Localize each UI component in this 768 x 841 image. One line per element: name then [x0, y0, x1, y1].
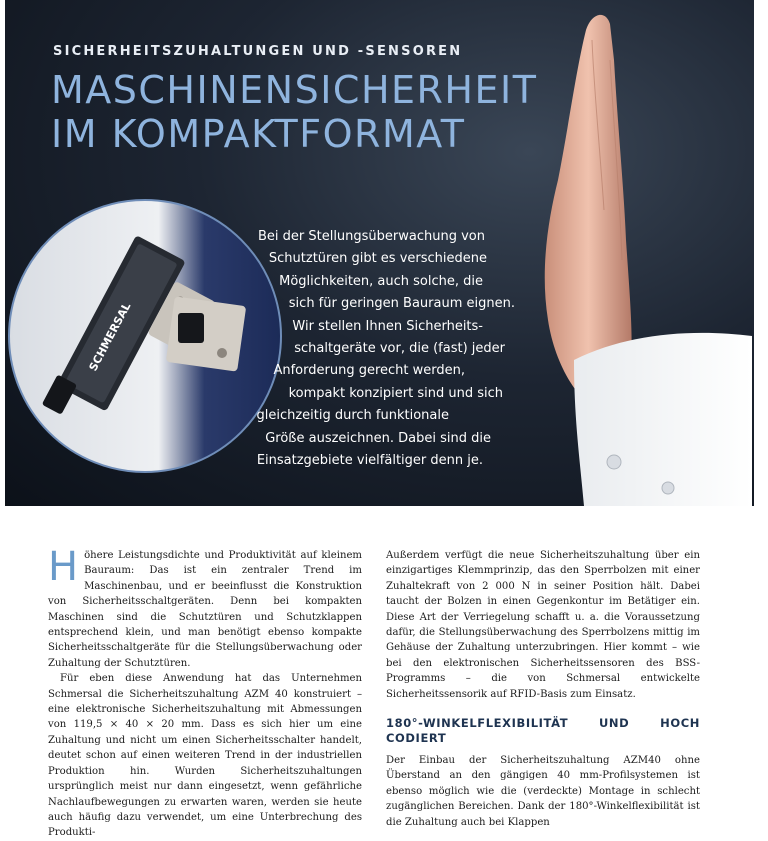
section-subheading: 180°-WINKELFLEXIBILITÄT UND HOCH CODIERT — [386, 716, 700, 746]
paragraph: Außerdem verfügt die neue Sicherheitszuhaltung über ein einzigartiges Klemmprinzip, das den Sperrbolzen mit einer Zuhaltekraft von 2 000 N in seiner Position hält. Dabei taucht der Bolzen in einen Gegenkontur im Betätiger ein. Diese Art der Verriegelung schafft u. a. die Voraussetzung dafür, die Stellungsüberwachung des Sperrbolzens mittig im Gehäuse der Zuhaltung unterzubringen. Hier kommt – wie bei den elektronischen Sicherheitssensoren des BSS-Programms – die von Schmersal entwickelte Sicherheitssensorik auf RFID-Basis zum Einsatz. — [386, 550, 700, 700]
drop-cap: H — [48, 544, 79, 590]
paragraph-text: öhere Leistungsdichte und Produktivität auf kleinem Bauraum: Das ist ein zentraler Trend im Maschinenbau, und er beeinflusst die Konstruktion von Sicherheitsschaltgeräten. Denn bei kompakten Maschinen sind die Schutztüren und Schutzklappen entsprechend klein, und man benötigt ebenso kompakte Sicherheitsschaltgeräte für die Stellungsüberwachung oder Zuhaltung der Schutztüren. — [48, 550, 362, 669]
body-column-right — [386, 548, 700, 830]
intro-line: Bei der Stellungsüberwachung von — [257, 229, 485, 244]
intro-line: Schutztüren gibt es verschiedene — [268, 251, 487, 267]
safety-switch-image — [10, 201, 280, 471]
intro-line: Wir stellen Ihnen Sicherheits- — [292, 318, 483, 334]
section-kicker: SICHERHEITSZUHALTUNGEN UND -SENSOREN — [53, 44, 463, 59]
paragraph: Für eben diese Anwendung hat das Unternehmen Schmersal die Sicherheitszuhaltung AZM 40 konstruiert – eine elektronische Sicherheitszuhaltung mit Abmessungen von 119,5 × 40 × 20 mm. Dass es sich hier um eine Zuhaltung und nicht um einen Sicherheitsschalter handelt, deutet schon auf einen weiteren Trend in der industriellen Produktion hin. Wurden Sicherheitszuhaltungen ursprünglich meist nur dann eingesetzt, wenn gefährliche Nachlaufbewegungen zu erwarten waren, werden sie heute auch häufig dazu verwendet, um eine Unterbrechung des Produkti- — [48, 673, 362, 839]
title-line-2: IM KOMPAKTFORMAT — [51, 112, 466, 156]
body-column-left — [48, 544, 362, 841]
raised-hand-image — [514, 0, 754, 506]
intro-line: schaltgeräte vor, die (fast) jeder — [294, 341, 505, 357]
intro-line: Anforderung gerecht werden, — [273, 363, 465, 379]
hero-banner — [5, 0, 754, 506]
intro-line: sich für geringen Bauraum eignen. — [288, 296, 515, 312]
title-line-1: MASCHINENSICHERHEIT — [51, 68, 538, 112]
device-brand-label: SCHMERSAL — [86, 300, 134, 374]
paragraph: Der Einbau der Sicherheitszuhaltung AZM40 ohne Überstand an den gängigen 40 mm-Profilsystemen ist ebenso möglich wie die (verdeckte) Montage in schlecht zugänglichen Bereichen. Dank der 180°-Winkelflexibilität ist die Zuhaltung auch bei Klappen — [386, 754, 700, 828]
paragraph — [48, 544, 362, 671]
intro-line: gleichzeitig durch funktionale — [256, 408, 449, 424]
intro-line: Einsatzgebiete vielfältiger denn je. — [256, 453, 483, 469]
intro-line: Größe auszeichnen. Dabei sind die — [265, 430, 491, 446]
intro-teaser — [245, 226, 525, 472]
product-photo-circle — [8, 199, 282, 473]
intro-line: Möglichkeiten, auch solche, die — [279, 273, 483, 289]
article-title — [51, 68, 537, 156]
intro-line: kompakt konzipiert sind und sich — [288, 385, 503, 401]
